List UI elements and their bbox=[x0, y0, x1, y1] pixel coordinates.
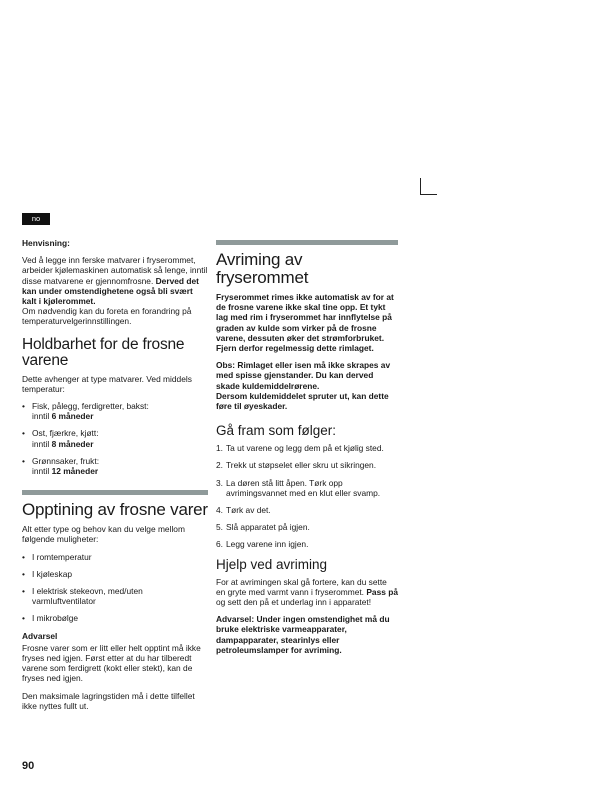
language-badge: no bbox=[22, 213, 50, 225]
help-bold: Pass på bbox=[366, 586, 399, 597]
item-text: I mikrobølge bbox=[32, 613, 79, 624]
note-bold: Derved det kan under omstendighetene også bli svært kalt i kjølerommet. bbox=[22, 275, 199, 307]
right-column bbox=[216, 240, 398, 662]
step-item bbox=[216, 539, 398, 549]
step-item bbox=[216, 443, 398, 453]
warning-title: Advarsel bbox=[22, 630, 58, 641]
item-prefix: inntil bbox=[32, 411, 52, 422]
step-number: 2. bbox=[216, 460, 223, 471]
thawing-heading: Opptining av frosne varer bbox=[22, 500, 208, 520]
defrost-text: Fryserommet rimes ikke automatisk av for at de frosne varene ikke skal tine opp. Et tykt lag med rim i fryserommet har innflytelse på graden av kulde som virker på de frosne varene, dessuten øker det strømforbruket. Fjern derfor regelmessig dette rimlaget. bbox=[216, 292, 394, 354]
section-divider bbox=[22, 490, 208, 495]
step-text: La døren stå litt åpen. Tørk opp avrimingsvannet med en klut eller svamp. bbox=[226, 477, 381, 498]
list-item: • Grønnsaker, frukt: inntil 12 måneder bbox=[22, 455, 100, 477]
help-warning: Advarsel: Under ingen omstendighet må du bruke elektriske varmeapparater, dampapparater, stearinlys eller petroleumslamper for avriming. bbox=[216, 614, 390, 655]
step-text: Legg varene inn igjen. bbox=[226, 539, 309, 550]
step-text: Ta ut varene og legg dem på et kjølig sted. bbox=[226, 443, 384, 454]
item-label: Ost, fjærkre, kjøtt: bbox=[32, 428, 99, 439]
item-text: I romtemperatur bbox=[32, 551, 92, 562]
page-number: 90 bbox=[22, 760, 35, 772]
step-number: 4. bbox=[216, 505, 223, 516]
step-number: 1. bbox=[216, 443, 223, 454]
thawing-intro: Alt etter type og behov kan du velge mellom følgende muligheter: bbox=[22, 524, 185, 545]
steps-list bbox=[216, 443, 398, 549]
list-item: • I mikrobølge bbox=[22, 613, 79, 624]
note-body: Ved å legge inn ferske matvarer i fryserommet, arbeider kjølemaskinen automatisk så lenge, inntil disse matvarene er gjennomfrosne. bbox=[22, 255, 208, 286]
list-item: • I kjøleskap bbox=[22, 568, 73, 579]
obs-text: Obs: Rimlaget eller isen må ikke skrapes av med spisse gjenstander. Du kan derved skade kuldemiddelrørene. bbox=[216, 360, 391, 391]
item-prefix: inntil bbox=[32, 466, 52, 477]
step-text: Tørk av det. bbox=[226, 505, 271, 516]
item-text: I elektrisk stekeovn, med/uten varmluftventilator bbox=[32, 586, 143, 607]
left-column bbox=[22, 238, 208, 718]
step-text: Trekk ut støpselet eller skru ut sikringen. bbox=[226, 460, 377, 471]
steps-heading: Gå fram som følger: bbox=[216, 423, 337, 439]
storage-text: Den maksimale lagringstiden må i dette tilfellet ikke nyttes fullt ut. bbox=[22, 690, 195, 711]
note-text bbox=[22, 255, 208, 306]
defrost-heading: Avriming av fryserommet bbox=[216, 250, 309, 287]
section-divider bbox=[216, 240, 398, 245]
item-duration: 8 måneder bbox=[51, 438, 94, 449]
step-number: 5. bbox=[216, 522, 223, 533]
step-item bbox=[216, 460, 398, 470]
shelf-life-intro: Dette avhenger at type matvarer. Ved middels temperatur: bbox=[22, 373, 192, 394]
list-item: • I romtemperatur bbox=[22, 551, 92, 562]
shelf-life-heading: Holdbarhet for de frosne varene bbox=[22, 335, 185, 369]
step-number: 3. bbox=[216, 477, 223, 488]
item-duration: 6 måneder bbox=[51, 411, 94, 422]
list-item: • Ost, fjærkre, kjøtt: inntil 8 måneder bbox=[22, 428, 99, 449]
warning-text: Frosne varer som er litt eller helt opptint må ikke fryses ned igjen. Først etter at du har tilberedt varene som ferdigrett (kokt eller stekt), kan de fryses ned igjen. bbox=[22, 642, 201, 684]
shelf-life-list bbox=[22, 401, 208, 476]
list-item: • Fisk, pålegg, ferdigretter, bakst: inntil 6 måneder bbox=[22, 401, 149, 422]
thawing-list bbox=[22, 552, 208, 624]
item-prefix: inntil bbox=[32, 438, 52, 449]
note-text2: Om nødvendig kan du foreta en forandring på temperaturvelgerinnstillingen. bbox=[22, 306, 192, 327]
step-text: Slå apparatet på igjen. bbox=[226, 522, 310, 533]
list-item: • I elektrisk stekeovn, med/uten varmluftventilator bbox=[22, 586, 143, 607]
item-label: Fisk, pålegg, ferdigretter, bakst: bbox=[32, 401, 149, 412]
item-duration: 12 måneder bbox=[51, 466, 99, 477]
step-item bbox=[216, 522, 398, 532]
obs-text2: Dersom kuldemiddelet spruter ut, kan dette føre til øyeskader. bbox=[216, 390, 389, 412]
note-title: Henvisning: bbox=[22, 238, 70, 248]
step-item bbox=[216, 478, 398, 498]
help-body2: og sett den på et underlag inn i apparatet! bbox=[216, 597, 372, 608]
help-text bbox=[216, 577, 398, 608]
crop-mark bbox=[420, 178, 437, 195]
help-body: For at avrimingen skal gå fortere, kan du sette en gryte med varmt vann i fryserommet. bbox=[216, 576, 387, 597]
help-heading: Hjelp ved avriming bbox=[216, 556, 328, 572]
item-text: I kjøleskap bbox=[32, 568, 73, 579]
step-number: 6. bbox=[216, 539, 223, 550]
step-item bbox=[216, 505, 398, 515]
item-label: Grønnsaker, frukt: bbox=[32, 455, 100, 466]
